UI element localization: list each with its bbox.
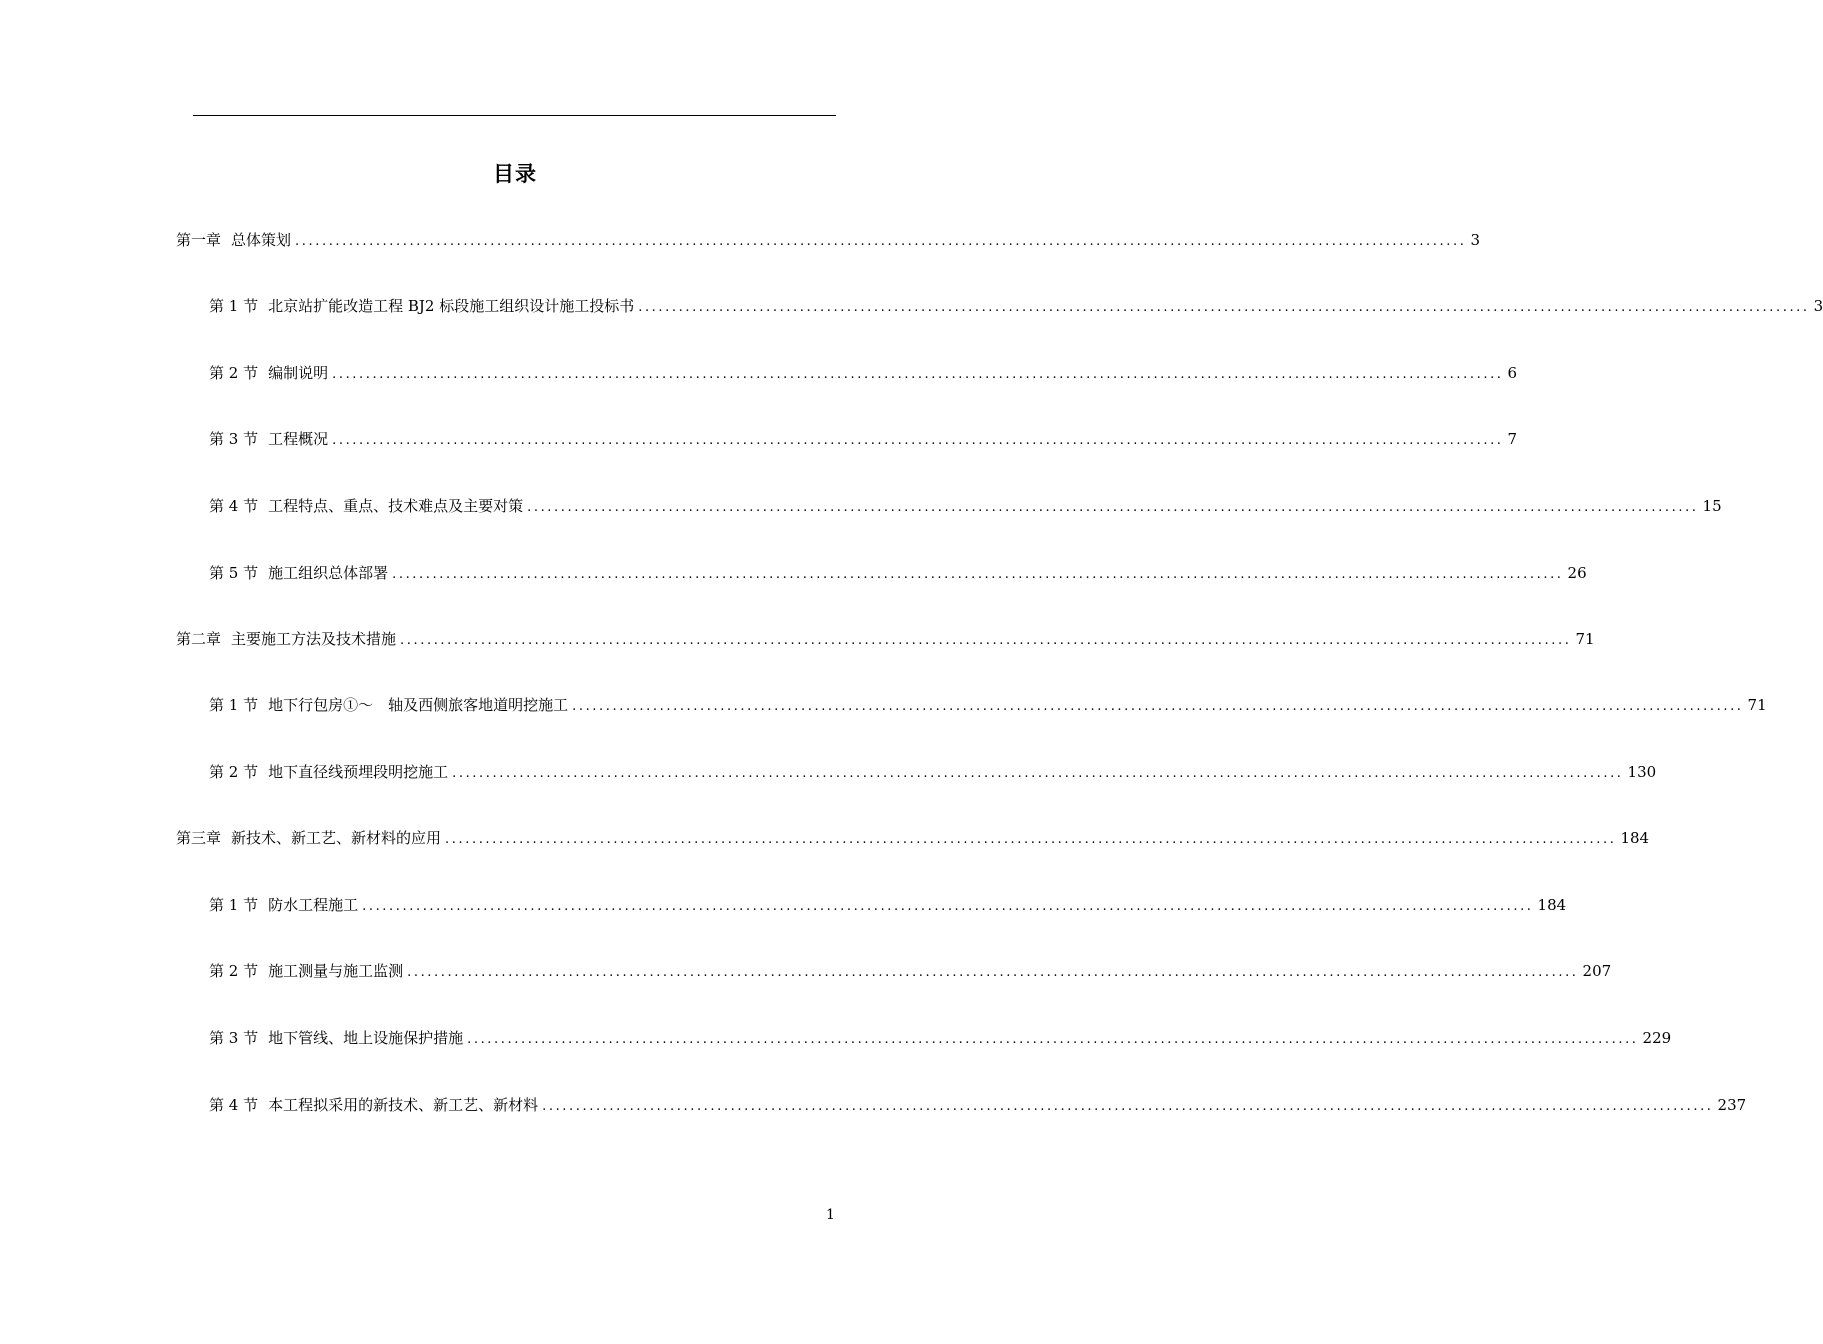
- toc-entry-section[interactable]: [209, 694, 1767, 716]
- toc-entry-number: 第 1 节: [209, 297, 259, 315]
- toc-dot-leader: ..............................................................................................................................................................................: [295, 234, 1467, 249]
- toc-entry-page: 6: [1507, 364, 1518, 382]
- toc-entry-text: 施工组织总体部署: [268, 564, 389, 582]
- toc-entry-page: 207: [1582, 962, 1612, 980]
- toc-entry-number: 第三章: [176, 829, 222, 847]
- toc-entry-section[interactable]: [209, 428, 1518, 450]
- toc-entry-number: 第 4 节: [209, 497, 259, 515]
- toc-entry-text: 北京站扩能改造工程 BJ2 标段施工组织设计施工投标书: [268, 297, 635, 315]
- toc-entry-section[interactable]: [209, 761, 1657, 783]
- toc-dot-leader: ..............................................................................................................................................................................: [332, 367, 1504, 382]
- toc-entry-text: 工程特点、重点、技术难点及主要对策: [268, 497, 524, 515]
- toc-entry-section[interactable]: [209, 362, 1518, 384]
- toc-entry-chapter-1[interactable]: [176, 229, 1481, 251]
- toc-entry-label: [176, 628, 396, 650]
- toc-dot-leader: ..............................................................................................................................................................................: [362, 899, 1534, 914]
- toc-title: 目录: [493, 162, 537, 186]
- page-number: 1: [826, 1207, 835, 1223]
- toc-dot-leader: ..............................................................................................................................................................................: [638, 300, 1810, 315]
- toc-entry-page: 71: [1747, 696, 1767, 714]
- toc-entry-number: 第 3 节: [209, 1029, 259, 1047]
- toc-entry-number: 第 5 节: [209, 564, 259, 582]
- toc-entry-number: 第 1 节: [209, 696, 259, 714]
- toc-entry-chapter-2[interactable]: [176, 628, 1595, 650]
- toc-entry-text: 本工程拟采用的新技术、新工艺、新材料: [268, 1096, 539, 1114]
- toc-entry-number: 第 3 节: [209, 430, 259, 448]
- toc-entry-chapter-3[interactable]: [176, 827, 1650, 849]
- toc-entry-page: 237: [1717, 1096, 1747, 1114]
- toc-entry-label: [209, 1094, 538, 1116]
- toc-entry-section[interactable]: [209, 894, 1567, 916]
- toc-entry-page: 3: [1813, 297, 1823, 315]
- toc-entry-number: 第二章: [176, 630, 222, 648]
- toc-dot-leader: ..............................................................................................................................................................................: [332, 433, 1504, 448]
- toc-entry-text: 地下管线、地上设施保护措施: [268, 1029, 464, 1047]
- toc-entry-number: 第 2 节: [209, 364, 259, 382]
- toc-entry-text: 总体策划: [231, 231, 292, 249]
- toc-dot-leader: ..............................................................................................................................................................................: [400, 633, 1572, 648]
- toc-entry-number: 第 2 节: [209, 962, 259, 980]
- toc-entry-section[interactable]: [209, 1027, 1672, 1049]
- header-rule: [193, 115, 836, 116]
- toc-entry-label: [176, 827, 441, 849]
- toc-entry-label: [209, 562, 388, 584]
- toc-entry-text: 新技术、新工艺、新材料的应用: [231, 829, 442, 847]
- toc-entry-number: 第 2 节: [209, 763, 259, 781]
- toc-entry-label: [209, 894, 358, 916]
- toc-entry-number: 第 4 节: [209, 1096, 259, 1114]
- toc-entry-number: 第一章: [176, 231, 222, 249]
- toc-entry-label: [209, 761, 448, 783]
- toc-entry-text: 工程概况: [268, 430, 329, 448]
- toc-entry-label: [209, 960, 403, 982]
- toc-dot-leader: ..............................................................................................................................................................................: [452, 766, 1624, 781]
- toc-entry-text: 防水工程施工: [268, 896, 359, 914]
- toc-entry-page: 130: [1627, 763, 1657, 781]
- toc-dot-leader: ..............................................................................................................................................................................: [445, 832, 1617, 847]
- toc-entry-label: [209, 428, 328, 450]
- toc-dot-leader: ..............................................................................................................................................................................: [407, 965, 1579, 980]
- toc-entry-page: 7: [1507, 430, 1518, 448]
- toc-entry-section[interactable]: [209, 562, 1587, 584]
- toc-entry-label: [209, 495, 523, 517]
- toc-entry-text: 编制说明: [268, 364, 329, 382]
- toc-entry-label: [176, 229, 291, 251]
- toc-dot-leader: ..............................................................................................................................................................................: [572, 699, 1744, 714]
- toc-entry-page: 229: [1642, 1029, 1672, 1047]
- toc-dot-leader: ..............................................................................................................................................................................: [542, 1099, 1714, 1114]
- toc-entry-page: 184: [1537, 896, 1567, 914]
- toc-entry-page: 71: [1575, 630, 1595, 648]
- toc-entry-page: 26: [1567, 564, 1587, 582]
- toc-entry-section[interactable]: [209, 960, 1612, 982]
- toc-dot-leader: ..............................................................................................................................................................................: [467, 1032, 1639, 1047]
- toc-entry-label: [209, 295, 634, 317]
- toc-entry-page: 15: [1702, 497, 1722, 515]
- toc-entry-label: [209, 1027, 463, 1049]
- toc-entry-page: 184: [1620, 829, 1650, 847]
- toc-entry-page: 3: [1470, 231, 1481, 249]
- toc-entry-label: [209, 694, 568, 716]
- toc-entry-text: 地下行包房①～ 轴及西侧旅客地道明挖施工: [268, 696, 569, 714]
- toc-entry-text: 地下直径线预埋段明挖施工: [268, 763, 449, 781]
- toc-entry-section[interactable]: [209, 295, 1823, 317]
- toc-entry-section[interactable]: [209, 1094, 1747, 1116]
- toc-entry-label: [209, 362, 328, 384]
- toc-entry-text: 施工测量与施工监测: [268, 962, 404, 980]
- toc-entry-section[interactable]: [209, 495, 1722, 517]
- toc-entry-number: 第 1 节: [209, 896, 259, 914]
- toc-dot-leader: ..............................................................................................................................................................................: [392, 567, 1564, 582]
- toc-entry-text: 主要施工方法及技术措施: [231, 630, 397, 648]
- toc-dot-leader: ..............................................................................................................................................................................: [527, 500, 1699, 515]
